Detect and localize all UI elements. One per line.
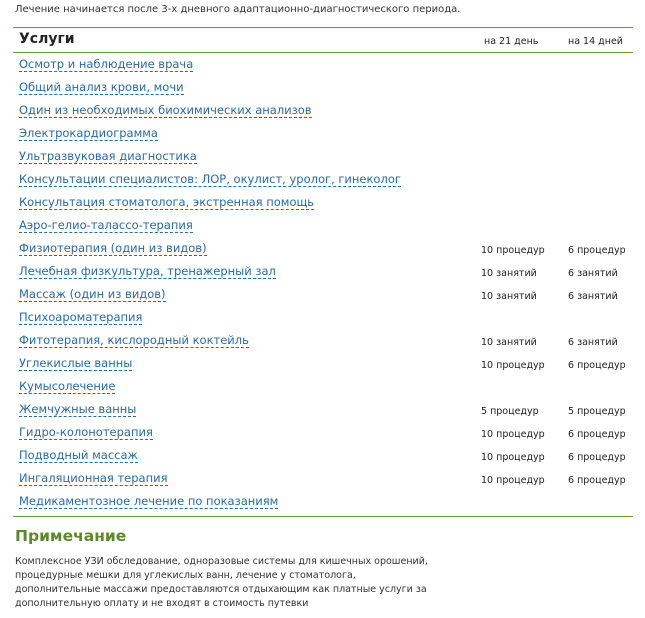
service-link[interactable]: Углекислые ванны bbox=[19, 356, 133, 370]
service-link[interactable]: Осмотр и наблюдение врача bbox=[19, 57, 194, 71]
value-21-days: 10 процедур bbox=[481, 360, 545, 371]
table-row bbox=[13, 283, 633, 306]
service-link[interactable]: Консультация стоматолога, экстренная помощь bbox=[19, 195, 315, 209]
table-row bbox=[13, 122, 633, 145]
service-link[interactable]: Фитотерапия, кислородный коктейль bbox=[19, 333, 249, 347]
service-link[interactable]: Лечебная физкультура, тренажерный зал bbox=[19, 264, 276, 278]
table-body bbox=[13, 53, 633, 513]
table-header bbox=[13, 28, 633, 53]
table-row bbox=[13, 352, 633, 375]
table-row bbox=[13, 237, 633, 260]
value-14-days: 6 занятий bbox=[568, 291, 618, 302]
value-14-days: 6 процедур bbox=[568, 360, 626, 371]
table-row bbox=[13, 260, 633, 283]
service-link[interactable]: Общий анализ крови, мочи bbox=[19, 80, 184, 94]
note-text: Комплексное УЗИ обследование, одноразовые системы для кишечных орошений, процедурные мешки для углекислых ванн, лечение у стоматолога, дополнительные массажи предоставляются отдыхающим как платные услуги за дополнительную оплату и не входят в стоимость путевки bbox=[15, 556, 428, 609]
service-link[interactable]: Один из необходимых биохимических анализов bbox=[19, 103, 312, 117]
table-row bbox=[13, 421, 633, 444]
column-header-21-days: на 21 день bbox=[484, 36, 539, 47]
service-link[interactable]: Консультации специалистов: ЛОР, окулист, уролог, гинеколог bbox=[19, 172, 401, 186]
value-21-days: 5 процедур bbox=[481, 406, 539, 417]
table-bottom-divider bbox=[13, 516, 633, 517]
service-link[interactable]: Ингаляционная терапия bbox=[19, 471, 168, 485]
value-14-days: 6 занятий bbox=[568, 337, 618, 348]
service-link[interactable]: Кумысолечение bbox=[19, 379, 116, 393]
table-row bbox=[13, 214, 633, 237]
value-21-days: 10 занятий bbox=[481, 337, 537, 348]
intro-text: Лечение начинается после 3-х дневного адаптационно-диагностического периода. bbox=[15, 4, 461, 15]
value-14-days: 6 процедур bbox=[568, 475, 626, 486]
table-row bbox=[13, 53, 633, 76]
value-14-days: 6 процедур bbox=[568, 429, 626, 440]
value-21-days: 10 процедур bbox=[481, 452, 545, 463]
table-title: Услуги bbox=[19, 31, 75, 47]
service-link[interactable]: Ультразвуковая диагностика bbox=[19, 149, 197, 163]
value-14-days: 6 процедур bbox=[568, 452, 626, 463]
value-21-days: 10 занятий bbox=[481, 268, 537, 279]
service-link[interactable]: Подводный массаж bbox=[19, 448, 138, 462]
value-21-days: 10 процедур bbox=[481, 245, 545, 256]
table-row bbox=[13, 191, 633, 214]
table-row bbox=[13, 329, 633, 352]
table-row bbox=[13, 375, 633, 398]
table-row bbox=[13, 145, 633, 168]
service-link[interactable]: Аэро-гелио-талассо-терапия bbox=[19, 218, 193, 232]
services-table bbox=[13, 27, 633, 517]
value-14-days: 6 процедур bbox=[568, 245, 626, 256]
value-14-days: 5 процедур bbox=[568, 406, 626, 417]
value-14-days: 6 занятий bbox=[568, 268, 618, 279]
value-21-days: 10 занятий bbox=[481, 291, 537, 302]
table-row bbox=[13, 76, 633, 99]
value-21-days: 10 процедур bbox=[481, 429, 545, 440]
table-row bbox=[13, 168, 633, 191]
service-link[interactable]: Физиотерапия (один из видов) bbox=[19, 241, 207, 255]
table-row bbox=[13, 306, 633, 329]
table-row bbox=[13, 467, 633, 490]
service-link[interactable]: Гидро-колонотерапия bbox=[19, 425, 153, 439]
service-link[interactable]: Медикаментозное лечение по показаниям bbox=[19, 494, 279, 508]
service-link[interactable]: Массаж (один из видов) bbox=[19, 287, 166, 301]
service-link[interactable]: Жемчужные ванны bbox=[19, 402, 137, 416]
table-row bbox=[13, 444, 633, 467]
service-link[interactable]: Электрокардиограмма bbox=[19, 126, 158, 140]
value-21-days: 10 процедур bbox=[481, 475, 545, 486]
column-header-14-days: на 14 дней bbox=[568, 36, 623, 47]
table-row bbox=[13, 490, 633, 513]
service-link[interactable]: Психоароматерапия bbox=[19, 310, 143, 324]
table-row bbox=[13, 398, 633, 421]
table-row bbox=[13, 99, 633, 122]
note-heading: Примечание bbox=[15, 527, 127, 545]
